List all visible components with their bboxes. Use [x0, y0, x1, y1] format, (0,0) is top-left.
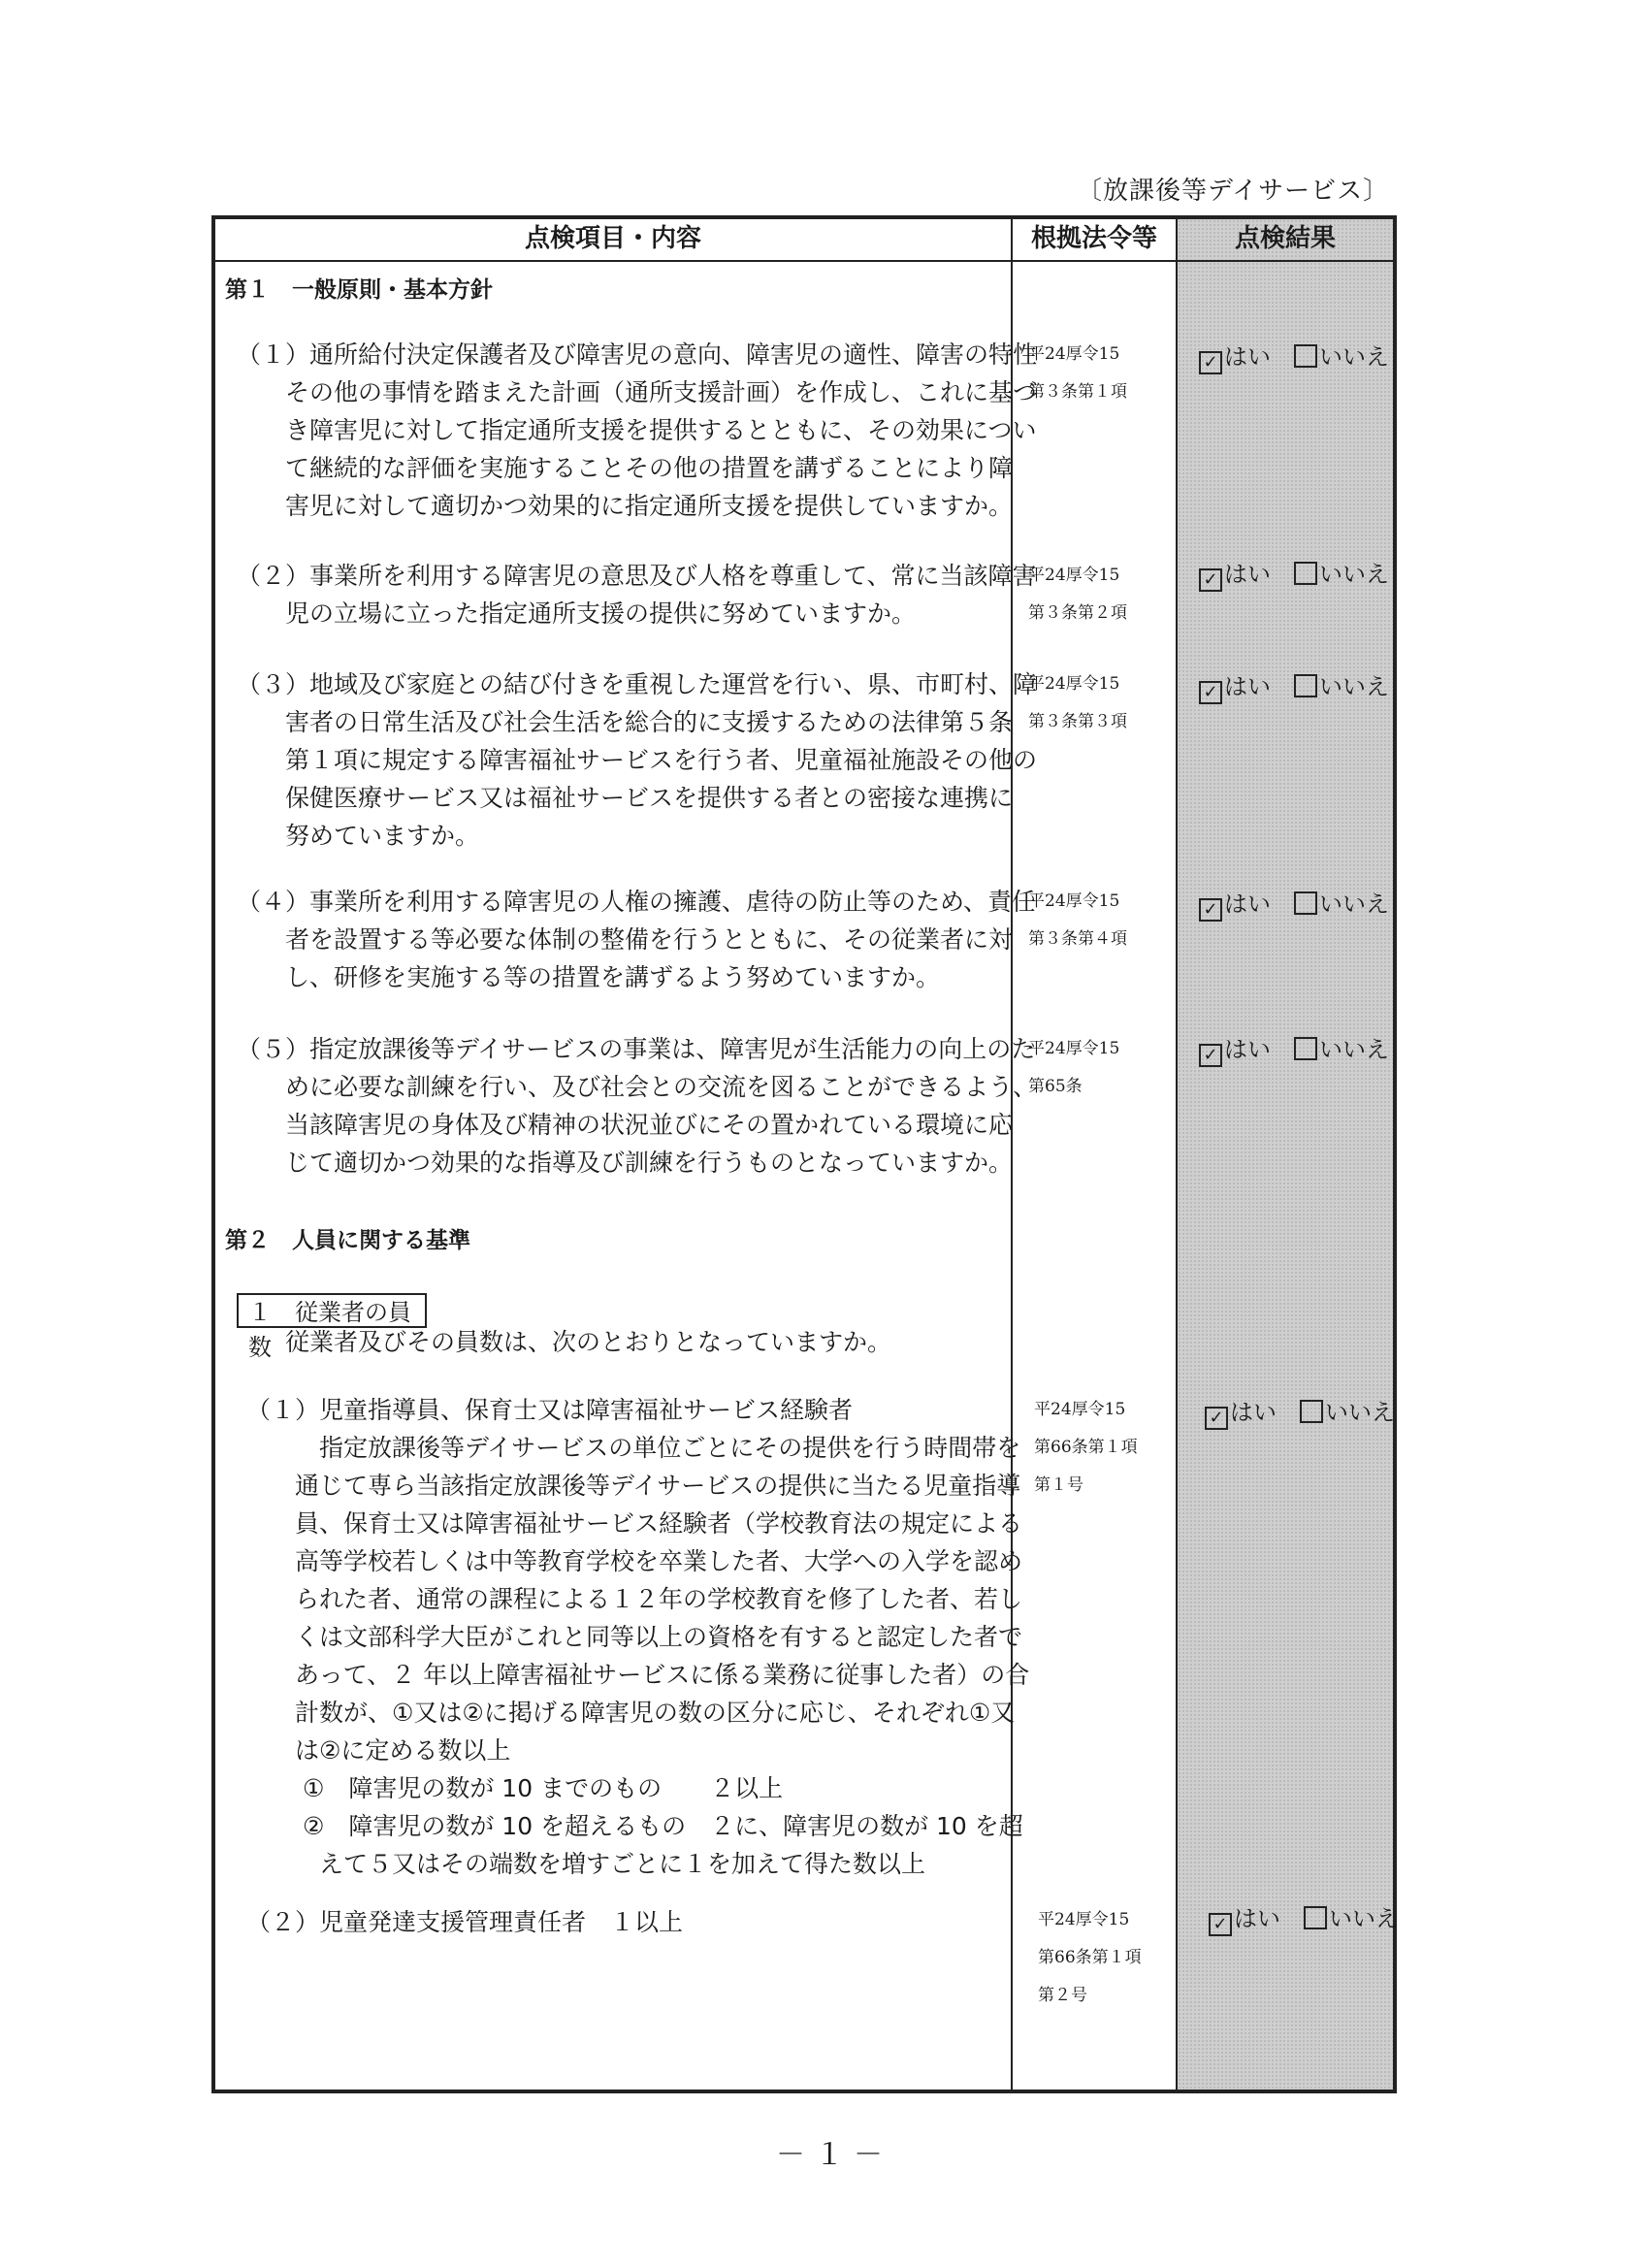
header-divider	[211, 260, 1397, 262]
staff-item-1-text: （１）児童指導員、保育士又は障害福祉サービス経験者 指定放課後等デイサービスの単位ごとにその提供を行う時間帯を 通じて専ら当該指定放課後等デイサービスの提供に当たる児童指導 員、保育士又は障害福祉サービス経験者（学校教育法の規定による 高等学校若しくは中等教育学校を卒業した者、大学への入学を認め られた者、通常の課程による１２年の学校教育を修了した者、若し くは文部科学大臣がこれと同等以上の資格を有すると認定した者で あって、２ 年以上障害福祉サービスに係る業務に従事した者）の合 計数が、①又は②に掲げる障害児の数の区分に応じ、それぞれ①又 は②に定める数以上 ① 障害児の数が 10 までのもの ２以上 ② 障害児の数が 10 を超えるもの ２に、障害児の数が 10 を超 えて５又はその端数を増すごとに１を加えて得た数以上	[246, 1396, 1030, 1878]
yes-checkbox[interactable]: ✓	[1199, 898, 1222, 922]
check-item-2-result	[1199, 555, 1389, 592]
no-label: いいえ	[1319, 673, 1389, 700]
check-item-1-law: 平24厚令15 第３条第１項	[1028, 344, 1127, 402]
check-item-4-text: （４）事業所を利用する障害児の人権の擁護、虐待の防止等のため、責任 者を設置する等必要な体制の整備を行うとともに、その従業者に対 し、研修を実施する等の措置を講ずるよう努めていますか。	[237, 888, 1037, 991]
check-item-4-result	[1199, 885, 1389, 922]
check-item-4-law: 平24厚令15 第３条第４項	[1028, 891, 1127, 949]
header-result: 点検結果	[1234, 224, 1336, 253]
column-divider-result	[1176, 215, 1178, 2093]
yes-label: はい	[1224, 343, 1271, 371]
yes-checkbox[interactable]: ✓	[1205, 1407, 1228, 1430]
no-label: いいえ	[1319, 561, 1389, 588]
check-item-5-result	[1199, 1030, 1389, 1067]
check-item-5-law: 平24厚令15 第65条	[1028, 1039, 1120, 1096]
yes-label: はい	[1230, 1399, 1277, 1426]
staff-item-2-result	[1209, 1899, 1399, 1936]
no-checkbox[interactable]	[1304, 1906, 1327, 1929]
check-item-3-result	[1199, 667, 1389, 704]
section-title-1: 第１ 一般原則・基本方針	[225, 277, 493, 303]
no-checkbox[interactable]	[1294, 891, 1317, 915]
check-item-3-law: 平24厚令15 第３条第３項	[1028, 674, 1127, 731]
check-item-1-result	[1199, 338, 1389, 374]
check-item-1-text: （１）通所給付決定保護者及び障害児の意向、障害児の適性、障害の特性 その他の事情を踏まえた計画（通所支援計画）を作成し、これに基づ き障害児に対して指定通所支援を提供するとともに、その効果につい て継続的な評価を実施することその他の措置を講ずることにより障 害児に対して適切かつ効果的に指定通所支援を提供していますか。	[237, 340, 1038, 520]
header-law: 根拠法令等	[1030, 224, 1157, 253]
no-checkbox[interactable]	[1294, 1037, 1317, 1060]
staff-intro: 従業者及びその員数は、次のとおりとなっていますか。	[285, 1328, 892, 1356]
staff-item-2-text: （２）児童発達支援管理責任者 １以上	[246, 1908, 684, 1936]
staff-item-1-law: 平24厚令15 第66条第１項 第１号	[1034, 1400, 1138, 1495]
no-checkbox[interactable]	[1300, 1400, 1323, 1423]
yes-label: はい	[1224, 561, 1271, 588]
yes-label: はい	[1224, 1036, 1271, 1063]
no-checkbox[interactable]	[1294, 344, 1317, 368]
page-number: －１－	[776, 2138, 892, 2172]
document-type-tag: 〔放課後等デイサービス〕	[1077, 177, 1390, 206]
staff-item-2-law: 平24厚令15 第66条第１項 第２号	[1038, 1910, 1142, 2005]
no-checkbox[interactable]	[1294, 562, 1317, 585]
check-item-5-text: （５）指定放課後等デイサービスの事業は、障害児が生活能力の向上のた めに必要な訓練を行い、及び社会との交流を図ることができるよう、 当該障害児の身体及び精神の状況並びにその置かれている環境に応 じて適切かつ効果的な指導及び訓練を行うものとなっていますか。	[237, 1035, 1038, 1177]
no-label: いいえ	[1319, 891, 1389, 918]
section-title-2: 第２ 人員に関する基準	[225, 1228, 470, 1253]
header-item: 点検項目・内容	[524, 224, 701, 253]
no-label: いいえ	[1329, 1905, 1399, 1932]
check-item-2-text: （２）事業所を利用する障害児の意思及び人格を尊重して、常に当該障害 児の立場に立った指定通所支援の提供に努めていますか。	[237, 562, 1037, 628]
staff-item-1-result	[1205, 1393, 1395, 1430]
staff-subsection-title: １ 従業者の員数	[237, 1293, 427, 1328]
no-label: いいえ	[1319, 1036, 1389, 1063]
no-checkbox[interactable]	[1294, 674, 1317, 697]
yes-checkbox[interactable]: ✓	[1199, 568, 1222, 592]
no-label: いいえ	[1319, 343, 1389, 371]
yes-checkbox[interactable]: ✓	[1209, 1913, 1232, 1936]
yes-label: はい	[1234, 1905, 1280, 1932]
yes-checkbox[interactable]: ✓	[1199, 681, 1222, 704]
check-item-2-law: 平24厚令15 第３条第２項	[1028, 566, 1127, 623]
yes-label: はい	[1224, 891, 1271, 918]
yes-checkbox[interactable]: ✓	[1199, 351, 1222, 374]
yes-label: はい	[1224, 673, 1271, 700]
check-item-3-text: （３）地域及び家庭との結び付きを重視した運営を行い、県、市町村、障 害者の日常生活及び社会生活を総合的に支援するための法律第５条 第１項に規定する障害福祉サービスを行う者、児童福祉施設その他の 保健医療サービス又は福祉サービスを提供する者との密接な連携に 努めていますか。	[237, 670, 1038, 850]
no-label: いいえ	[1325, 1399, 1395, 1426]
yes-checkbox[interactable]: ✓	[1199, 1044, 1222, 1067]
